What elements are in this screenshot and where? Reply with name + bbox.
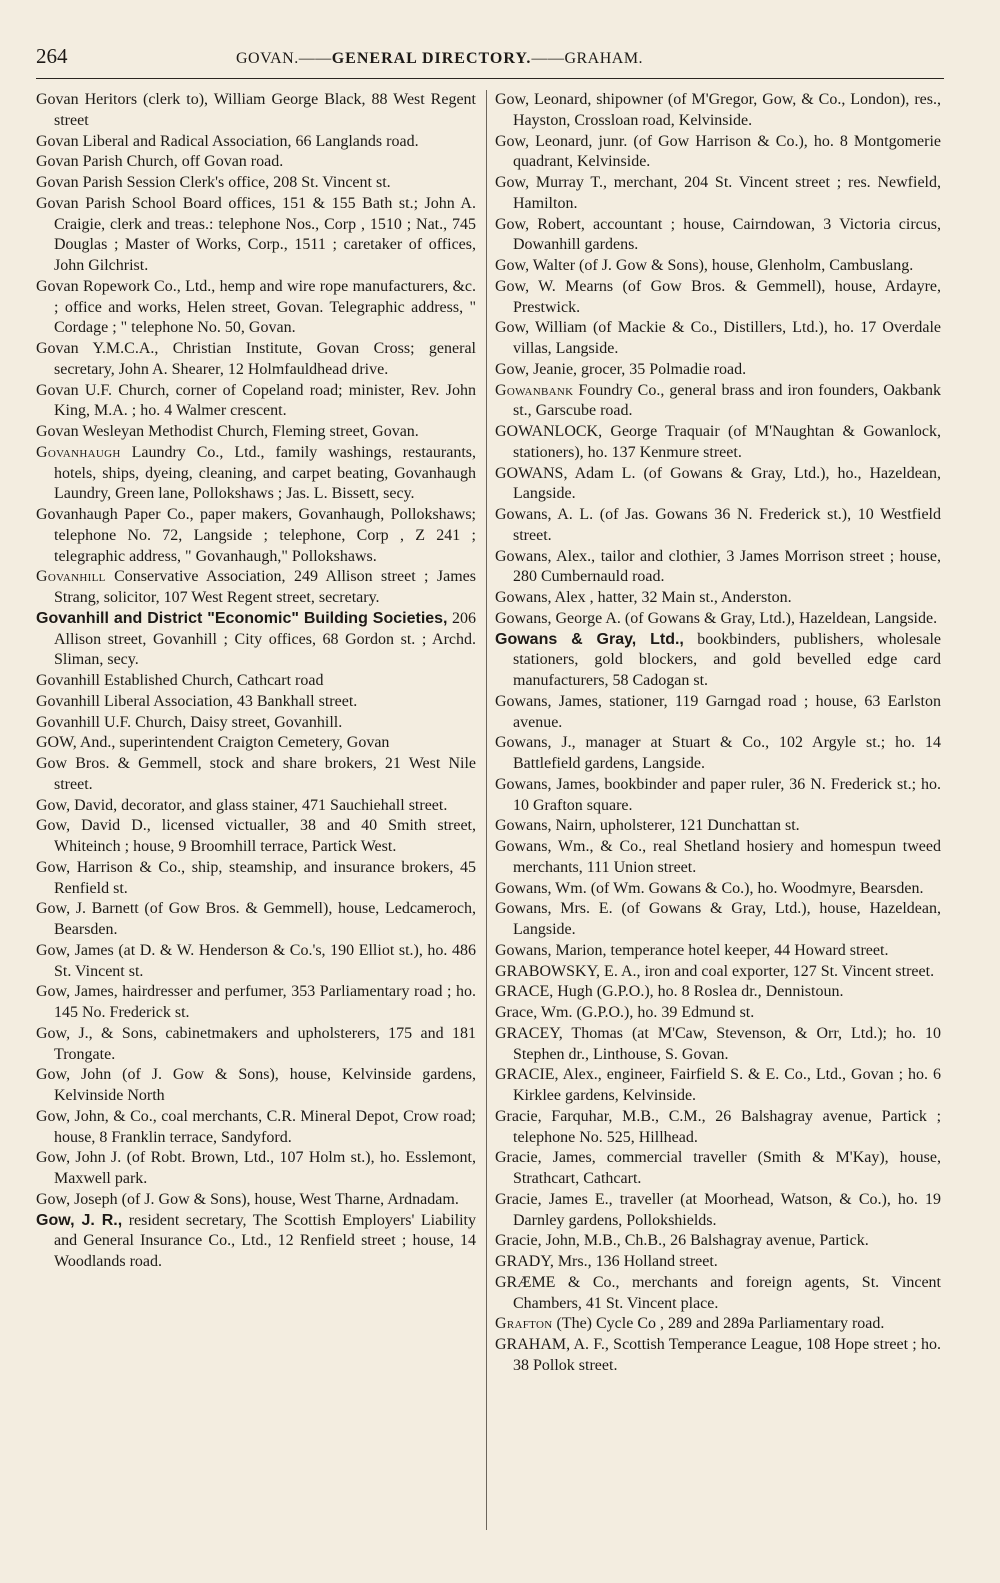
entry-name: Gowans, A. L. xyxy=(495,506,594,523)
entry-details: temperance hotel keeper, 44 Howard street. xyxy=(606,941,889,959)
directory-entry xyxy=(36,1211,476,1273)
entry-details: superintendent Craigton Cemetery, Govan xyxy=(115,734,390,752)
entry-name: Govanhill xyxy=(36,568,106,586)
entry-name: Gow, J. Barnett xyxy=(36,900,139,918)
entry-details: (G.P.O.), ho. 8 Roslea dr., Dennistoun. xyxy=(592,983,844,1001)
entry-details: stationer, 119 Garngad road ; house, 63 Earlston avenue. xyxy=(513,692,941,731)
directory-entry xyxy=(36,713,476,734)
running-head-left: GOVAN. xyxy=(236,50,299,67)
directory-entry xyxy=(36,692,476,713)
entry-name: Govanhaugh Paper Co., xyxy=(36,506,194,523)
directory-entry xyxy=(495,1107,941,1149)
entry-name: Gow, W. Mearns xyxy=(495,277,614,295)
entry-details: corner of Copeland road; minister, Rev. John King, M.A. ; ho. 4 Walmer crescent. xyxy=(54,381,476,420)
directory-entry xyxy=(495,588,941,609)
entry-details: shipowner (of M'Gregor, Gow, & Co., London), res., Hayston, Crossloan road, Kelvinside. xyxy=(513,91,941,129)
directory-entry xyxy=(495,609,941,630)
entry-name: Govanhill Liberal Association, xyxy=(36,692,233,710)
entry-name: Govan Heritors xyxy=(36,91,138,108)
entry-details: hemp and wire rope manufacturers, &c. ; office and works, Helen street, Govan. Telegraphic address, " Cordage ; " telephone No. 50, Govan. xyxy=(54,277,476,337)
entry-details: coal merchants, C.R. Mineral Depot, Crow road; house, 8 Franklin terrace, Sandyford. xyxy=(54,1107,476,1146)
entry-name: Govan Parish Session Clerk's office, xyxy=(36,174,270,191)
entry-name: Grafton xyxy=(495,1315,553,1333)
entry-details: stock and share brokers, 21 West Nile street. xyxy=(54,755,476,793)
entry-details: commercial traveller (Smith & M'Kay), house, Strathcart, Cathcart. xyxy=(513,1149,942,1187)
entry-details: 206 Allison street, Govanhill ; City offices, 68 Gordon st. ; Archd. Sliman, secy. xyxy=(54,609,477,669)
directory-entry xyxy=(495,692,941,734)
entry-details: real Shetland hosiery and homespun tweed merchants, 111 Union street. xyxy=(513,838,941,876)
entry-name: GOWANS, Adam L. xyxy=(495,464,636,482)
entry-name: Gowans, Alex , xyxy=(495,589,594,606)
entry-details: M.B., C.M., 26 Balshagray avenue, Partick ; telephone No. 525, Hillhead. xyxy=(513,1107,942,1146)
entry-name: Gowans, Mrs. E. xyxy=(495,900,613,918)
directory-entry xyxy=(36,754,476,796)
entry-name: Gowans, Wm., & Co., xyxy=(495,838,647,855)
entry-details: Daisy street, Govanhill. xyxy=(186,713,343,731)
directory-entry xyxy=(495,1314,941,1335)
entry-name: Gowans, Alex., xyxy=(495,547,596,565)
directory-entry xyxy=(495,1024,941,1066)
entry-details: (at D. & W. Henderson & Co.'s, 190 Elliot st.), ho. 486 St. Vincent st. xyxy=(54,941,476,980)
directory-entry xyxy=(36,1024,476,1066)
entry-details: (of J. Gow & Sons), house, Glenholm, Cambuslang. xyxy=(575,257,914,274)
entry-name: GOWANLOCK, George Traquair xyxy=(495,423,720,440)
entry-details: (of Gowans & Gray, Ltd.), ho., Hazeldean, Langside. xyxy=(513,464,942,503)
directory-entry xyxy=(495,464,941,506)
entry-details: licensed victualler, 38 and 40 Smith street, Whiteinch ; house, 9 Broomhill terrace, Partick West. xyxy=(54,817,476,855)
directory-entry xyxy=(36,733,476,754)
directory-entry xyxy=(36,816,476,858)
entry-details: (of Robt. Brown, Ltd., 107 Holm st.), ho. Esslemont, Maxwell park. xyxy=(54,1149,476,1187)
entry-name: Gracie, James E., xyxy=(495,1190,613,1208)
directory-entry xyxy=(495,733,941,775)
entry-details: (G.P.O.), ho. 39 Edmund st. xyxy=(572,1004,755,1021)
entry-details: Scottish Temperance League, 108 Hope street ; ho. 38 Pollok street. xyxy=(513,1336,941,1374)
entry-name: Gowans, James, xyxy=(495,775,600,793)
entry-details: hairdresser and perfumer, 353 Parliamentary road ; ho. 145 No. Frederick st. xyxy=(54,983,476,1021)
entry-name: GRACE, Hugh xyxy=(495,983,593,1001)
entry-details: tailor and clothier, 3 James Morrison street ; house, 280 Cumbernauld road. xyxy=(513,547,942,586)
entry-details: Conservative Association, 249 Allison street ; James Strang, solicitor, 107 West Regent street, secretary. xyxy=(54,568,476,606)
entry-name: Gow, Jeanie, xyxy=(495,360,578,378)
directory-entry xyxy=(495,962,941,983)
directory-entry xyxy=(495,547,941,589)
directory-entry xyxy=(495,879,941,900)
running-head xyxy=(236,50,796,68)
entry-details: decorator, and glass stainer, 471 Sauchiehall street. xyxy=(117,796,448,814)
entry-name: Gracie, John, xyxy=(495,1232,580,1250)
entry-details: merchants and foreign agents, St. Vincent Chambers, 41 St. Vincent place. xyxy=(513,1273,941,1312)
entry-details: upholsterer, 121 Dunchattan st. xyxy=(595,817,800,835)
entry-name: Gow, Leonard, junr. xyxy=(495,132,628,150)
directory-entry xyxy=(36,90,476,132)
entry-name: Gow, Walter xyxy=(495,257,576,274)
directory-entry xyxy=(495,982,941,1003)
directory-entry xyxy=(36,858,476,900)
directory-entry xyxy=(495,630,941,692)
directory-entry xyxy=(36,422,476,443)
entry-details: (at M'Caw, Stevenson, & Orr, Ltd.); ho. 10 Stephen dr., Linthouse, S. Govan. xyxy=(513,1024,941,1063)
entry-name: Gow, John xyxy=(36,1066,112,1084)
entry-details: Fleming street, Govan. xyxy=(268,423,419,440)
directory-entry xyxy=(495,1335,941,1377)
directory-entry xyxy=(495,505,941,547)
directory-entry xyxy=(495,256,941,277)
entry-details: accountant ; house, Cairndowan, 3 Victoria circus, Dowanhill gardens. xyxy=(513,215,941,254)
directory-entry xyxy=(495,1065,941,1107)
directory-entry xyxy=(36,1107,476,1149)
entry-details: (of M'Naughtan & Gowanlock, stationers), ho. 137 Kenmure street. xyxy=(513,423,942,461)
entry-details: (clerk to), William George Black, 88 West Regent street xyxy=(54,91,476,129)
entry-details: iron and coal exporter, 127 St. Vincent street. xyxy=(640,962,935,980)
directory-entry xyxy=(495,899,941,941)
entry-name: Govanhill Established Church, xyxy=(36,672,233,689)
directory-entry xyxy=(495,318,941,360)
directory-entry xyxy=(495,941,941,962)
entry-details: (of Gowans & Gray, Ltd.), Hazeldean, Langside. xyxy=(620,609,938,627)
entry-details: (The) Cycle Co , 289 and 289a Parliamentary road. xyxy=(552,1315,885,1333)
directory-entry xyxy=(495,1252,941,1273)
entry-details: 66 Langlands road. xyxy=(291,132,419,150)
right-column xyxy=(495,90,941,1377)
directory-entry xyxy=(36,443,476,505)
entry-details: manager at Stuart & Co., 102 Argyle st.; ho. 14 Battlefield gardens, Langside. xyxy=(513,734,941,772)
running-head-center: GENERAL DIRECTORY. xyxy=(331,50,532,67)
entry-name: Gow, James xyxy=(36,941,114,959)
entry-name: Gow, J., & Sons, xyxy=(36,1024,157,1042)
directory-entry xyxy=(495,816,941,837)
entry-details: 208 St. Vincent st. xyxy=(269,174,391,191)
directory-entry xyxy=(36,1190,476,1211)
entry-name: Gow, William xyxy=(495,319,587,337)
entry-name: Gow, David D., xyxy=(36,817,151,835)
entry-name: Gow, David, xyxy=(36,796,118,814)
directory-entry xyxy=(495,90,941,132)
entry-details: (of Gowans & Gray, Ltd.), house, Hazeldean, Langside. xyxy=(513,900,941,938)
entry-name: Gowans, Wm. xyxy=(495,879,587,897)
directory-entry xyxy=(36,173,476,194)
entry-details: (of Mackie & Co., Distillers, Ltd.), ho. 17 Overdale villas, Langside. xyxy=(513,319,942,357)
entry-name: Gow, Joseph xyxy=(36,1190,118,1208)
entry-name: GRAHAM, A. F., xyxy=(495,1336,609,1353)
entry-details: (of Gow Harrison & Co.), ho. 8 Montgomerie quadrant, Kelvinside. xyxy=(513,132,941,171)
directory-entry xyxy=(36,1065,476,1107)
directory-entry xyxy=(495,837,941,879)
entry-name: Gracie, Farquhar, xyxy=(495,1107,613,1125)
entry-name: Gow, Robert, xyxy=(495,215,585,233)
page-number: 264 xyxy=(36,44,68,68)
directory-entry xyxy=(495,381,941,423)
entry-details: merchant, 204 St. Vincent street ; res. Newfield, Hamilton. xyxy=(513,174,942,212)
entry-details: paper makers, Govanhaugh, Pollokshaws; telephone No. 72, Langside ; telephone, Corp , Z 241 ; telegraphic address, " Govanhaugh," Pollokshaws. xyxy=(54,506,476,565)
entry-details: M.B., Ch.B., 26 Balshagray avenue, Partick. xyxy=(579,1232,869,1250)
directory-entry xyxy=(36,381,476,423)
entry-name: Govan Y.M.C.A., xyxy=(36,340,159,357)
entry-name: Gowans, J., xyxy=(495,734,576,752)
entry-name: Govan Ropework Co., Ltd., xyxy=(36,277,216,295)
entry-details: off Govan road. xyxy=(177,153,284,171)
entry-name: Gowans, James, xyxy=(495,692,602,710)
running-head-right: GRAHAM. xyxy=(564,50,644,67)
directory-entry xyxy=(36,941,476,983)
entry-details: Cathcart road xyxy=(232,672,324,689)
entry-details: (of J. Gow & Sons), house, West Tharne, Ardnadam. xyxy=(117,1190,459,1208)
directory-entry xyxy=(495,277,941,319)
page-header xyxy=(36,44,946,78)
entry-name: GRACIE, Alex., xyxy=(495,1066,602,1084)
running-head-dash-1: —— xyxy=(298,50,332,67)
entry-name: Govan Parish Church, xyxy=(36,153,178,171)
entry-name: Gowans, Marion, xyxy=(495,941,607,959)
directory-entry xyxy=(495,173,941,215)
directory-entry xyxy=(495,132,941,174)
entry-details: (of Gow Bros. & Gemmell), house, Ardayre, Prestwick. xyxy=(513,277,941,316)
entry-details: bookbinders, publishers, wholesale stationers, gold blockers, and gold bevelled edge card manufacturers, 58 Cadogan st. xyxy=(513,630,941,689)
entry-details: (of Wm. Gowans & Co.), ho. Woodmyre, Bearsden. xyxy=(586,879,924,897)
entry-name: Gowans & Gray, Ltd., xyxy=(495,630,684,648)
entry-name: GRÆME & Co., xyxy=(495,1273,620,1291)
entry-details: 43 Bankhall street. xyxy=(232,692,358,710)
directory-entry xyxy=(495,775,941,817)
directory-entry xyxy=(495,1231,941,1252)
entry-details: engineer, Fairfield S. & E. Co., Ltd., Govan ; ho. 6 Kirklee gardens, Kelvinside. xyxy=(513,1066,942,1104)
entry-details: hatter, 32 Main st., Anderston. xyxy=(593,589,792,606)
entry-name: Govan Wesleyan Methodist Church, xyxy=(36,423,269,440)
column-divider xyxy=(486,90,487,1530)
entry-name: Gow, Harrison & Co., xyxy=(36,858,186,876)
entry-details: (of J. Gow & Sons), house, Kelvinside gardens, Kelvinside North xyxy=(54,1066,477,1104)
entry-name: Gowanbank xyxy=(495,381,574,399)
entry-name: Govan Liberal and Radical Association, xyxy=(36,132,292,150)
entry-name: Gow, J. R., xyxy=(36,1211,123,1229)
running-head-dash-2: —— xyxy=(531,50,565,67)
entry-name: Govanhaugh xyxy=(36,443,121,461)
directory-entry xyxy=(36,152,476,173)
entry-details: 136 Holland street. xyxy=(591,1253,718,1270)
entry-details: cabinetmakers and upholsterers, 175 and 181 Trongate. xyxy=(54,1024,476,1063)
entry-details: traveller (at Moorhead, Watson, & Co.), ho. 19 Darnley gardens, Pollokshields. xyxy=(513,1190,941,1229)
directory-entry xyxy=(36,671,476,692)
directory-entry xyxy=(36,1148,476,1190)
entry-name: GRADY, Mrs., xyxy=(495,1253,592,1270)
directory-entry xyxy=(495,422,941,464)
entry-details: 151 & 155 Bath st.; John A. Craigie, clerk and treas.: telephone Nos., Corp , 1510 ; Nat., 745 Douglas ; Master of Works, Corp., 1511 ; caretaker of offices, John Gilchrist. xyxy=(54,194,476,274)
entry-name: Gow, Leonard, xyxy=(495,91,592,108)
entry-name: Gowans, George A. xyxy=(495,609,621,627)
entry-name: Gow, Murray T., xyxy=(495,174,607,191)
directory-entry xyxy=(36,899,476,941)
directory-entry xyxy=(36,339,476,381)
directory-entry xyxy=(495,1190,941,1232)
directory-entry xyxy=(495,1148,941,1190)
entry-name: Govan Parish School Board offices, xyxy=(36,194,276,212)
directory-entry xyxy=(36,194,476,277)
entry-name: Gow Bros. & Gemmell, xyxy=(36,755,202,772)
directory-entry xyxy=(36,982,476,1024)
directory-entry xyxy=(495,1003,941,1024)
entry-details: (of Gow Bros. & Gemmell), house, Ledcameroch, Bearsden. xyxy=(54,900,477,938)
directory-entry xyxy=(36,609,476,671)
entry-name: Gow, James, xyxy=(36,983,118,1001)
entry-name: GOW, And., xyxy=(36,734,116,752)
entry-name: Gow, John J. xyxy=(36,1149,122,1167)
directory-entry xyxy=(36,505,476,567)
header-rule xyxy=(36,78,944,79)
entry-details: Christian Institute, Govan Cross; general secretary, John A. Shearer, 12 Holmfauldhead drive. xyxy=(54,340,476,378)
entry-name: GRACEY, Thomas xyxy=(495,1024,623,1042)
directory-entry xyxy=(36,277,476,339)
entry-name: Govan U.F. Church, xyxy=(36,381,170,399)
directory-entry xyxy=(36,567,476,609)
entry-details: resident secretary, The Scottish Employers' Liability and General Insurance Co., Ltd., 12 Renfield street ; house, 14 Woodlands road. xyxy=(54,1211,476,1270)
entry-name: Gow, John, & Co., xyxy=(36,1107,157,1125)
left-column xyxy=(36,90,476,1273)
entry-name: GRABOWSKY, E. A., xyxy=(495,962,641,980)
entry-details: Laundry Co., Ltd., family washings, restaurants, hotels, ships, dyeing, cleaning, and carpet beating, Govanhaugh Laundry, Green lane, Pollokshaws ; Jas. L. Bissett, secy. xyxy=(54,443,476,503)
entry-details: ship, steamship, and insurance brokers, 45 Renfield st. xyxy=(54,858,476,897)
entry-details: Foundry Co., general brass and iron founders, Oakbank st., Garscube road. xyxy=(513,381,941,420)
entry-details: (of Jas. Gowans 36 N. Frederick st.), 10 Westfield street. xyxy=(513,506,941,544)
directory-entry xyxy=(495,1273,941,1315)
entry-details: bookbinder and paper ruler, 36 N. Frederick st.; ho. 10 Grafton square. xyxy=(513,775,941,814)
entry-name: Govanhill and District "Economic" Building Societies, xyxy=(36,609,448,627)
entry-name: Gracie, James, xyxy=(495,1149,596,1167)
directory-entry xyxy=(495,360,941,381)
entry-name: Govanhill U.F. Church, xyxy=(36,713,187,731)
entry-name: Grace, Wm. xyxy=(495,1004,573,1021)
directory-entry xyxy=(36,132,476,153)
entry-details: grocer, 35 Polmadie road. xyxy=(577,360,747,378)
directory-entry xyxy=(495,215,941,257)
directory-entry xyxy=(36,796,476,817)
entry-name: Gowans, Nairn, xyxy=(495,817,596,835)
